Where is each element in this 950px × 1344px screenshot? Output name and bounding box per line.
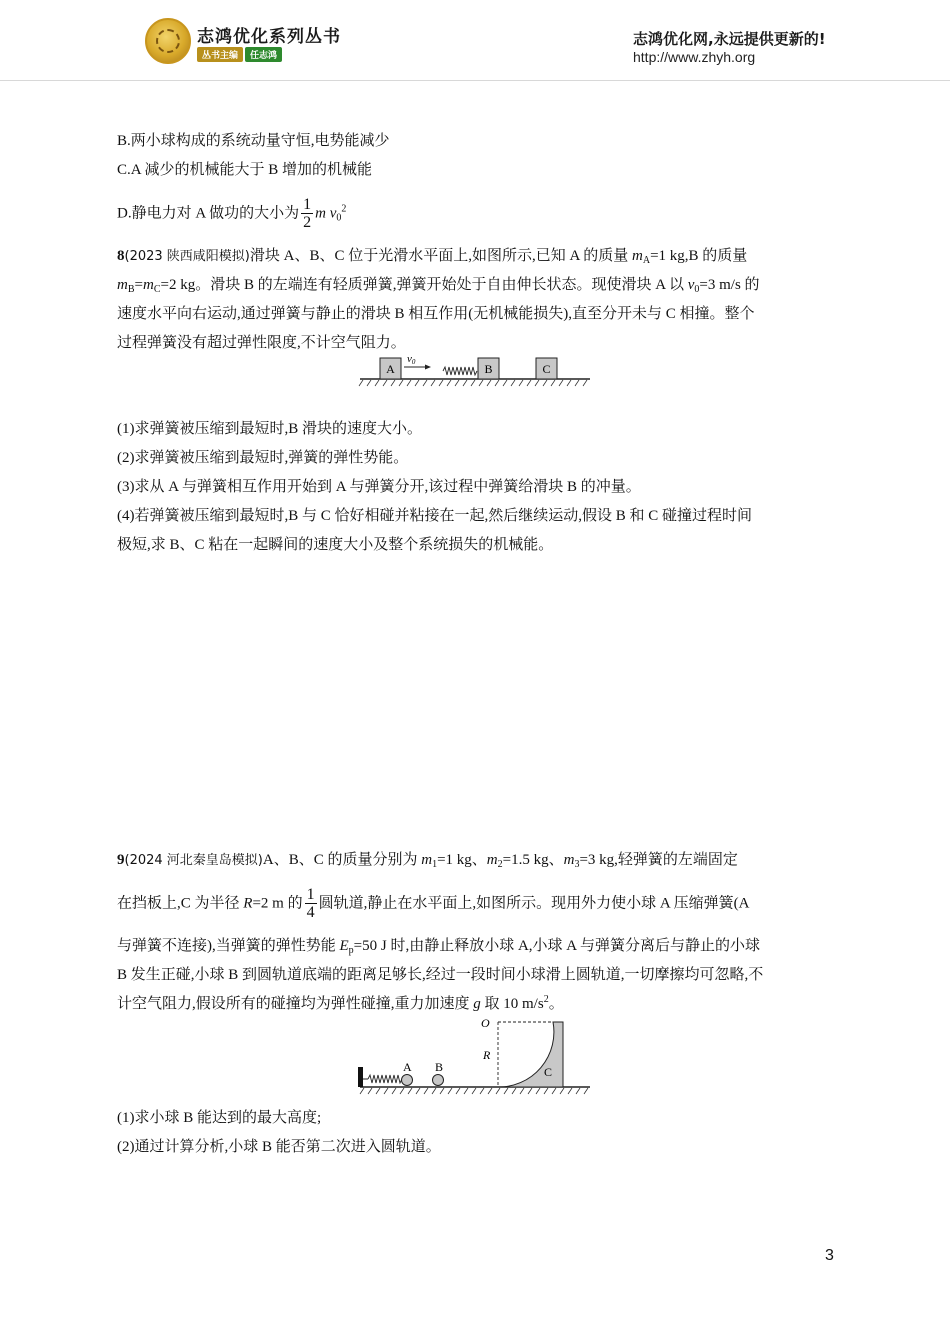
radius-r-label: R xyxy=(483,1048,491,1062)
page-header xyxy=(0,0,950,80)
velocity-label: v0 xyxy=(407,353,416,366)
block-c-label: C xyxy=(542,362,551,376)
block-a-label: A xyxy=(386,362,395,376)
q9-line-4: B 发生正碰,小球 B 到圆轨道底端的距离足够长,经过一段时间小球滑上圆轨道,一切摩擦均可忽略,不 xyxy=(117,967,764,983)
q8-sub-1: (1)求弹簧被压缩到最短时,B 滑块的速度大小。 xyxy=(117,421,422,437)
q8-line-4: 过程弹簧没有超过弹性限度,不计空气阻力。 xyxy=(117,335,406,351)
q9-figure xyxy=(350,1013,600,1098)
option-d-text: D.静电力对 A 做功的大小为 xyxy=(117,205,300,222)
q9-line-3: 与弹簧不连接),当弹簧的弹性势能 $E_p=50$ J 时,由静止释放小球 A,小球 A 与弹簧分离后与静止的小球 xyxy=(117,938,761,956)
series-editor xyxy=(197,47,282,62)
q9-line-1: 9(2024 河北秦皇岛模拟)A、B、C 的质量分别为 $m_1=1$ kg、$m_2=1.5$ kg、$m_3=3$ kg,轻弹簧的左端固定 xyxy=(117,852,738,870)
site-url[interactable]: http://www.zhyh.org xyxy=(633,49,756,65)
q8-figure xyxy=(355,350,595,388)
quarter-fraction: $\frac{1}{4}$ xyxy=(306,886,315,921)
q8-line-3: 速度水平向右运动,通过弹簧与静止的滑块 B 相互作用(无机械能损失),直至分开未与 C 相撞。整个 xyxy=(117,306,755,322)
q9-line-5: 计空气阻力,假设所有的碰撞均为弹性碰撞,重力加速度 g 取 10 $m/s^2$。 xyxy=(117,994,564,1012)
q9-sub-1: (1)求小球 B 能达到的最大高度; xyxy=(117,1110,322,1126)
option-c: C.A 减少的机械能大于 B 增加的机械能 xyxy=(117,162,373,178)
editor-name: 任志鸿 xyxy=(245,47,282,62)
q9-sub-2: (2)通过计算分析,小球 B 能否第二次进入圆轨道。 xyxy=(117,1139,441,1155)
q9-number: 9 xyxy=(117,852,125,868)
block-b-label: B xyxy=(484,362,493,376)
q8-sub-3: (3)求从 A 与弹簧相互作用开始到 A 与弹簧分开,该过程中弹簧给滑块 B 的冲量。 xyxy=(117,479,641,495)
center-o-label: O xyxy=(481,1016,490,1030)
quarter-track-c xyxy=(498,1022,563,1087)
header-divider xyxy=(0,80,950,81)
q8-source: (2023 陕西咸阳模拟) xyxy=(124,249,250,264)
q8-line-1: 8(2023 陕西咸阳模拟)滑块 A、B、C 位于光滑水平面上,如图所示,已知 A 的质量 $m_A=1$ kg,B 的质量 xyxy=(117,248,748,266)
q8-number: 8 xyxy=(117,248,125,264)
ball-b-label: B xyxy=(435,1060,444,1074)
q8-sub-2: (2)求弹簧被压缩到最短时,弹簧的弹性势能。 xyxy=(117,450,409,466)
site-slogan: 志鸿优化网,永远提供更新的! xyxy=(633,30,826,48)
q9-source: (2024 河北秦皇岛模拟) xyxy=(124,853,263,868)
option-d: D.静电力对 A 做功的大小为 $\frac{1}{2}$ m $v_0^2$ xyxy=(117,196,347,231)
ground-hatch xyxy=(359,380,587,386)
option-d-fraction: $\frac{1}{2}$ xyxy=(303,196,312,231)
block-c-label: C xyxy=(544,1065,553,1079)
spring xyxy=(443,367,477,375)
ball-a-label: A xyxy=(403,1060,412,1074)
series-brand: 志鸿优化系列丛书 xyxy=(197,27,341,47)
option-b: B.两小球构成的系统动量守恒,电势能减少 xyxy=(117,133,390,149)
wall-plate xyxy=(358,1067,363,1087)
ball-a xyxy=(402,1075,413,1086)
spring xyxy=(368,1075,402,1083)
velocity-arrowhead xyxy=(425,365,431,370)
q8-sub-5: 极短,求 B、C 粘在一起瞬间的速度大小及整个系统损失的机械能。 xyxy=(117,537,554,553)
series-logo-icon xyxy=(145,18,191,64)
editor-label: 丛书主编 xyxy=(197,47,243,62)
ground-hatch xyxy=(360,1088,588,1094)
ball-b xyxy=(433,1075,444,1086)
q8-sub-4: (4)若弹簧被压缩到最短时,B 与 C 恰好相碰并粘接在一起,然后继续运动,假设 B 和 C 碰撞过程时间 xyxy=(117,508,753,524)
page-number: 3 xyxy=(825,1247,834,1264)
q9-line-2: 在挡板上,C 为半径 R=2 m 的 $\frac{1}{4}$ 圆轨道,静止在水平面上,如图所示。现用外力使小球 A 压缩弹簧(A xyxy=(117,886,750,921)
q8-line-2: $m_B=m_C=2$ kg。滑块 B 的左端连有轻质弹簧,弹簧开始处于自由伸长状态。现使滑块 A 以 $v_0=3$ m/s 的 xyxy=(117,277,760,295)
